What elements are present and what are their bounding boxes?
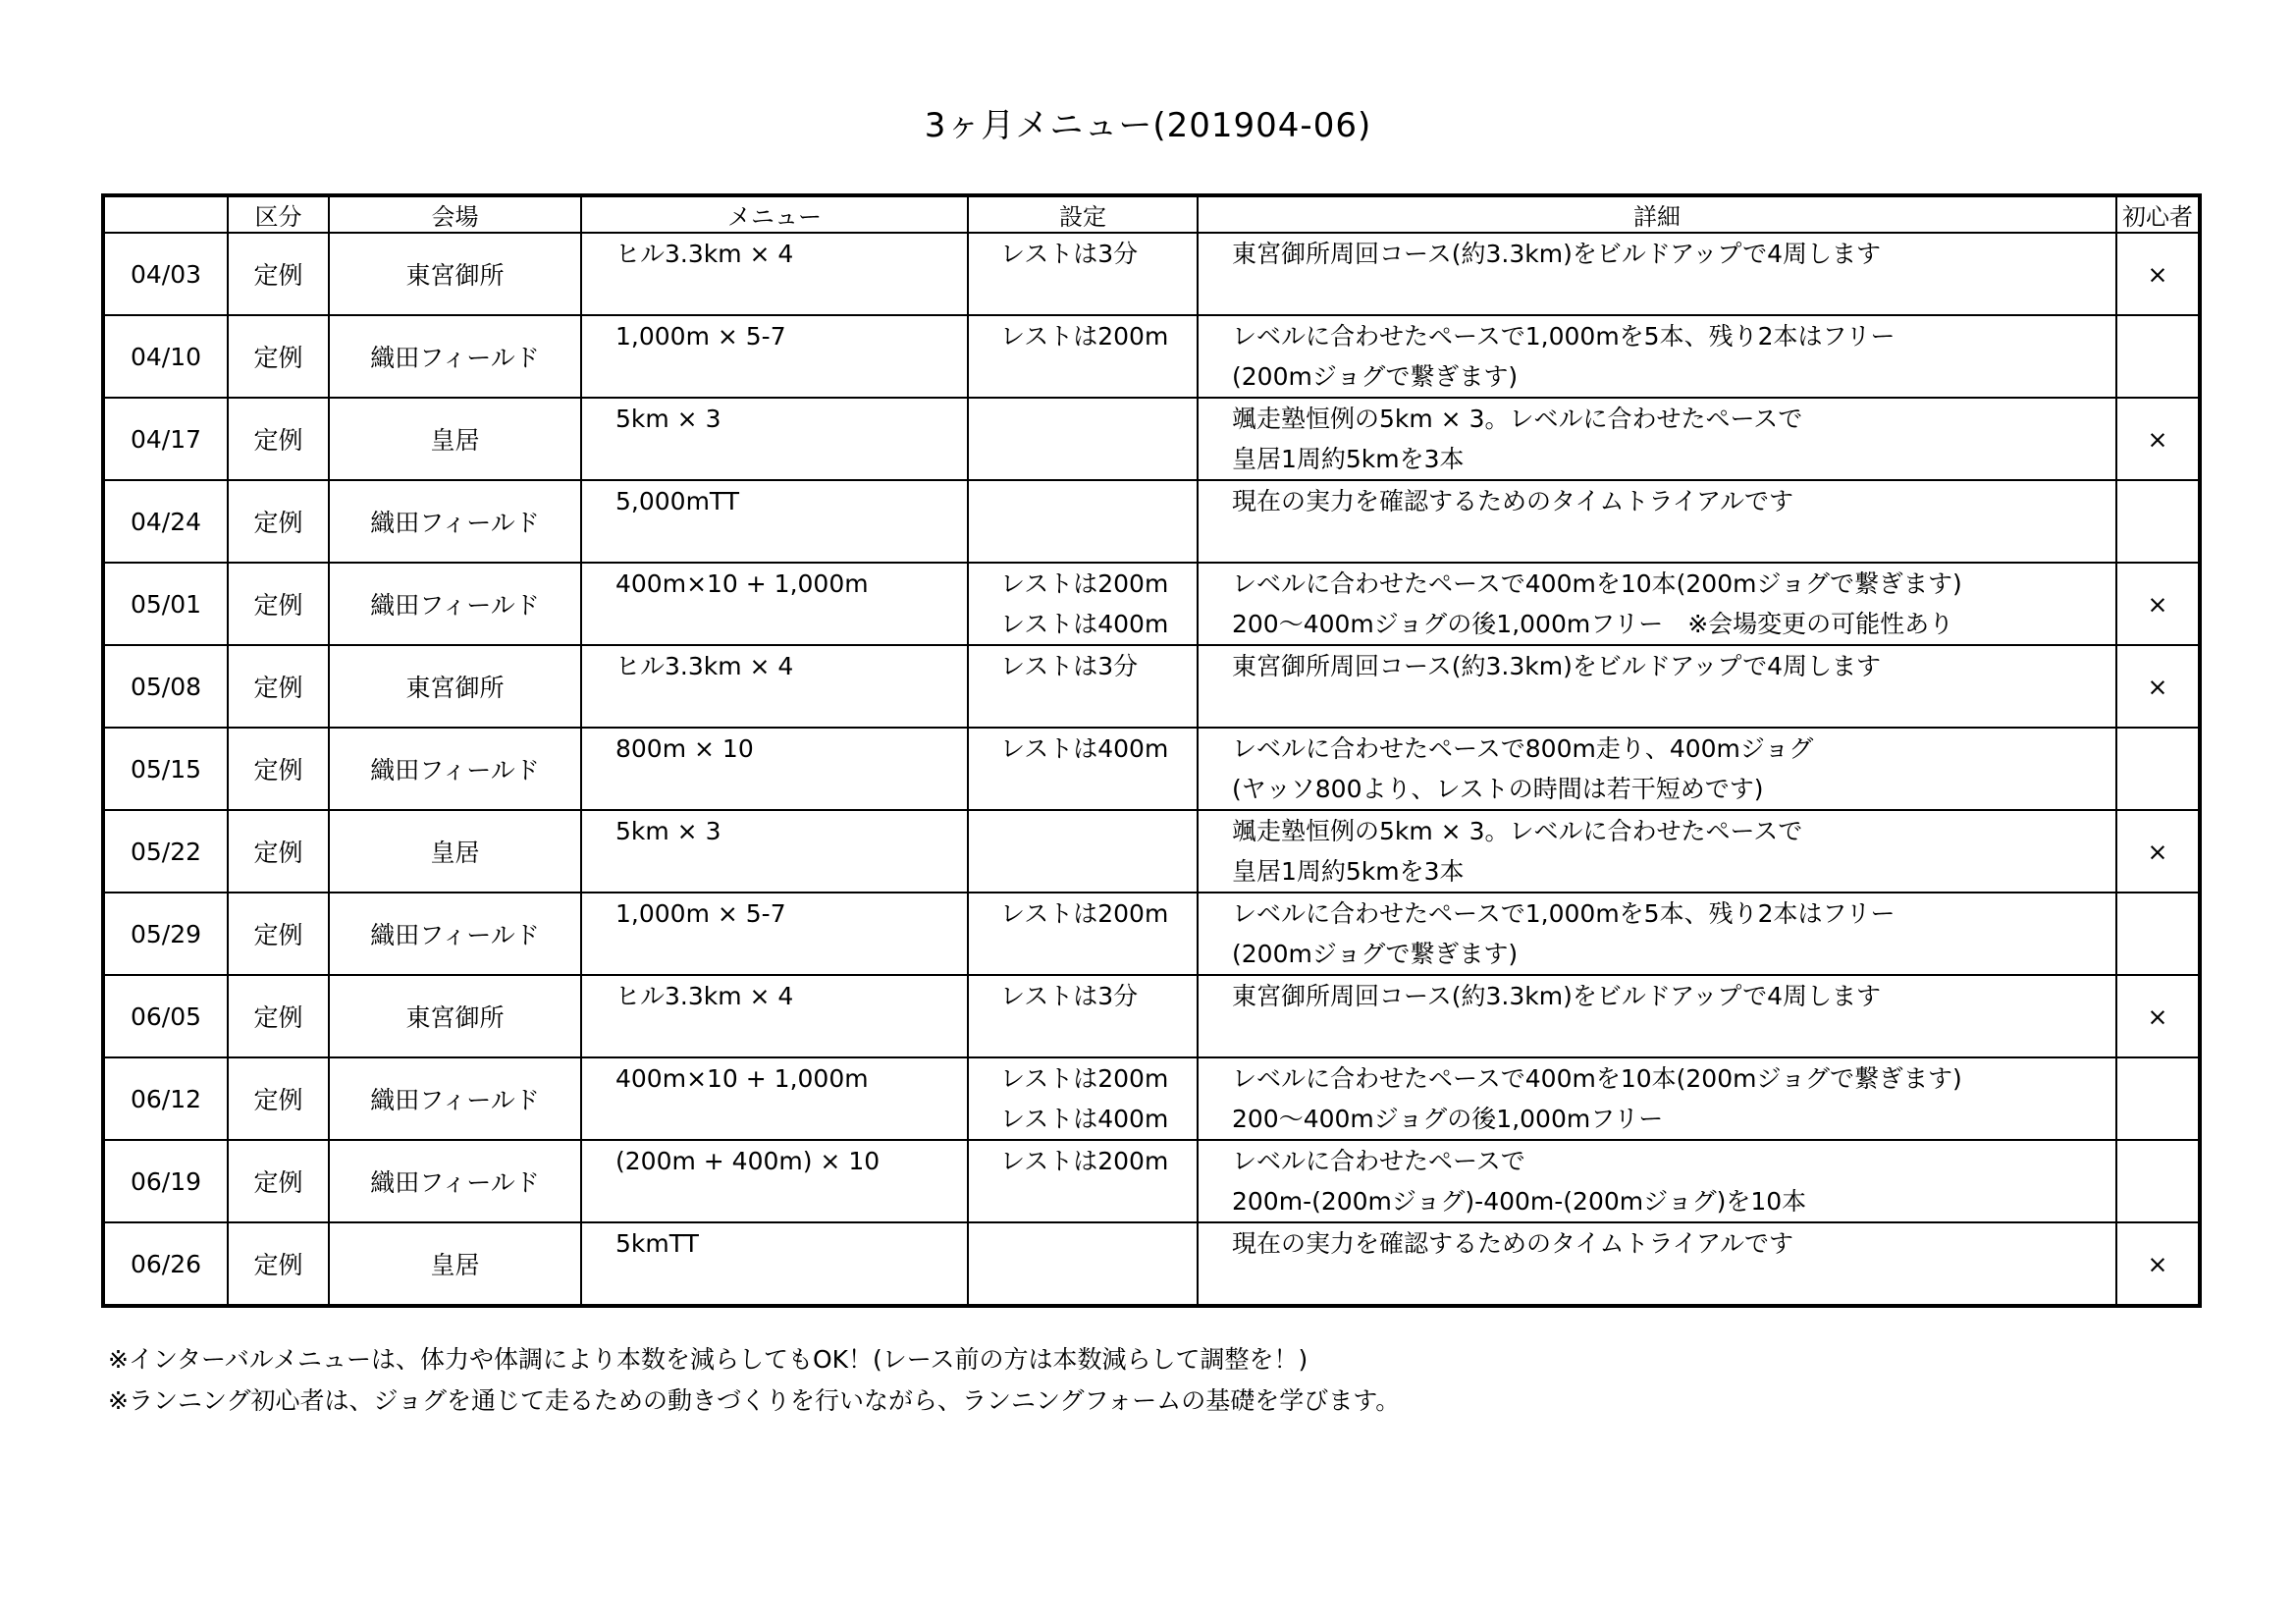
detail-line-1: レベルに合わせたペースで1,000mを5本、残り2本はフリー [1232, 899, 1896, 928]
setting-cell [968, 398, 1198, 480]
setting-line-1: レストは200m [1000, 899, 1169, 928]
setting-cell [968, 975, 1198, 1057]
menu-line: ヒル3.3km × 4 [615, 982, 794, 1010]
setting-cell [968, 563, 1198, 645]
setting-line-1 [1000, 481, 1197, 521]
detail-line-1: 東宮御所周回コース(約3.3km)をビルドアップで4周します [1232, 240, 1882, 268]
detail-line-2: (200mジョグで繋ぎます) [1232, 940, 1519, 968]
date-cell: 06/26 [103, 1222, 228, 1306]
setting-line-1: レストは3分 [1000, 652, 1139, 680]
venue-cell: 東宮御所 [329, 975, 581, 1057]
schedule-table [101, 193, 2202, 1308]
venue-cell: 織田フィールド [329, 480, 581, 563]
setting-line-2 [1000, 851, 1197, 892]
beginner-mark: × [2116, 1222, 2200, 1306]
detail-cell [1198, 1057, 2116, 1140]
table-row [103, 1057, 2200, 1140]
setting-cell [968, 233, 1198, 315]
detail-line-2: 200〜400mジョグの後1,000mフリー [1232, 1105, 1664, 1133]
header-detail: 詳細 [1198, 195, 2116, 233]
detail-cell [1198, 810, 2116, 893]
menu-line: ヒル3.3km × 4 [615, 652, 794, 680]
detail-line-1: 東宮御所周回コース(約3.3km)をビルドアップで4周します [1232, 982, 1882, 1010]
menu-cell [581, 480, 968, 563]
menu-line: 800m × 10 [615, 734, 754, 763]
menu-line: 5kmTT [615, 1229, 699, 1258]
table-row [103, 645, 2200, 728]
setting-line-1 [1000, 399, 1197, 439]
type-cell: 定例 [228, 315, 329, 398]
detail-cell [1198, 728, 2116, 810]
menu-cell [581, 233, 968, 315]
menu-cell [581, 1140, 968, 1222]
detail-cell [1198, 1222, 2116, 1306]
beginner-mark [2116, 480, 2200, 563]
venue-cell: 織田フィールド [329, 315, 581, 398]
menu-line: 400m×10 + 1,000m [615, 569, 869, 598]
venue-cell: 織田フィールド [329, 893, 581, 975]
setting-cell [968, 728, 1198, 810]
beginner-mark: × [2116, 233, 2200, 315]
table-row [103, 563, 2200, 645]
menu-cell [581, 315, 968, 398]
page-title: 3ヶ月メニュー(201904-06) [924, 106, 1372, 145]
detail-line-1: 現在の実力を確認するためのタイムトライアルです [1232, 1229, 1794, 1258]
header-setting: 設定 [968, 195, 1198, 233]
setting-line-2 [1000, 274, 1197, 314]
detail-line-2: (200mジョグで繋ぎます) [1232, 362, 1519, 391]
detail-line-2: 皇居1周約5kmを3本 [1232, 445, 1465, 473]
header-row [103, 195, 2200, 233]
setting-line-2 [1000, 356, 1197, 397]
detail-line-1: 颯走塾恒例の5km × 3。レベルに合わせたペースで [1232, 405, 1803, 433]
detail-line-1: 現在の実力を確認するためのタイムトライアルです [1232, 487, 1794, 515]
setting-line-2 [1000, 1181, 1197, 1221]
table-row [103, 1140, 2200, 1222]
menu-line: 400m×10 + 1,000m [615, 1064, 869, 1093]
menu-cell [581, 645, 968, 728]
header-beginner: 初心者 [2116, 195, 2200, 233]
date-cell: 05/29 [103, 893, 228, 975]
note-interval: ※インターバルメニューは、体力や体調により本数を減らしてもOK！(レース前の方は本数減らして調整を！) [108, 1345, 1308, 1374]
menu-cell [581, 1222, 968, 1306]
header-menu: メニュー [581, 195, 968, 233]
type-cell: 定例 [228, 893, 329, 975]
detail-line-2 [1232, 521, 2115, 562]
note-beginner: ※ランニング初心者は、ジョグを通じて走るための動きづくりを行いながら、ランニングフォームの基礎を学びます。 [108, 1386, 1401, 1415]
type-cell: 定例 [228, 975, 329, 1057]
detail-line-1: 颯走塾恒例の5km × 3。レベルに合わせたペースで [1232, 817, 1803, 845]
type-cell: 定例 [228, 1057, 329, 1140]
type-cell: 定例 [228, 563, 329, 645]
table-row [103, 398, 2200, 480]
setting-line-1: レストは200m [1000, 569, 1169, 598]
beginner-mark [2116, 893, 2200, 975]
venue-cell: 織田フィールド [329, 728, 581, 810]
type-cell: 定例 [228, 1222, 329, 1306]
date-cell: 04/10 [103, 315, 228, 398]
venue-cell: 東宮御所 [329, 233, 581, 315]
type-cell: 定例 [228, 398, 329, 480]
detail-cell [1198, 893, 2116, 975]
menu-line: 5km × 3 [615, 405, 721, 433]
type-cell: 定例 [228, 233, 329, 315]
header-venue: 会場 [329, 195, 581, 233]
detail-line-1: レベルに合わせたペースで400mを10本(200mジョグで繋ぎます) [1232, 1064, 1962, 1093]
setting-line-2 [1000, 934, 1197, 974]
setting-line-2 [1000, 686, 1197, 727]
detail-line-2: 200〜400mジョグの後1,000mフリー ※会場変更の可能性あり [1232, 610, 1954, 638]
setting-line-1: レストは400m [1000, 734, 1169, 763]
table-row [103, 315, 2200, 398]
menu-cell [581, 893, 968, 975]
setting-line-2 [1000, 1264, 1197, 1304]
table-row [103, 810, 2200, 893]
setting-cell [968, 1222, 1198, 1306]
table-row [103, 728, 2200, 810]
setting-line-1 [1000, 1223, 1197, 1264]
venue-cell: 織田フィールド [329, 1057, 581, 1140]
setting-cell [968, 315, 1198, 398]
setting-cell [968, 810, 1198, 893]
beginner-mark: × [2116, 398, 2200, 480]
date-cell: 05/08 [103, 645, 228, 728]
detail-line-1: レベルに合わせたペースで800m走り、400mジョグ [1232, 734, 1814, 763]
table-row [103, 893, 2200, 975]
menu-line: 1,000m × 5-7 [615, 322, 786, 351]
date-cell: 06/19 [103, 1140, 228, 1222]
beginner-mark [2116, 728, 2200, 810]
venue-cell: 皇居 [329, 810, 581, 893]
type-cell: 定例 [228, 480, 329, 563]
setting-line-1: レストは3分 [1000, 240, 1139, 268]
date-cell: 06/12 [103, 1057, 228, 1140]
venue-cell: 皇居 [329, 398, 581, 480]
type-cell: 定例 [228, 645, 329, 728]
beginner-mark [2116, 1140, 2200, 1222]
detail-cell [1198, 233, 2116, 315]
setting-line-2 [1000, 1016, 1197, 1056]
menu-line: ヒル3.3km × 4 [615, 240, 794, 268]
detail-line-2 [1232, 1264, 2115, 1304]
venue-cell: 東宮御所 [329, 645, 581, 728]
setting-line-1: レストは3分 [1000, 982, 1139, 1010]
detail-cell [1198, 398, 2116, 480]
detail-cell [1198, 315, 2116, 398]
setting-line-1: レストは200m [1000, 1064, 1169, 1093]
detail-cell [1198, 1140, 2116, 1222]
beginner-mark [2116, 315, 2200, 398]
menu-line: 1,000m × 5-7 [615, 899, 786, 928]
setting-line-2 [1000, 521, 1197, 562]
beginner-mark [2116, 1057, 2200, 1140]
menu-cell [581, 975, 968, 1057]
setting-cell [968, 893, 1198, 975]
header-date [103, 195, 228, 233]
menu-cell [581, 398, 968, 480]
setting-line-2: レストは400m [1000, 1105, 1169, 1133]
setting-line-1 [1000, 811, 1197, 851]
detail-line-2 [1232, 1016, 2115, 1056]
detail-line-1: レベルに合わせたペースで [1232, 1147, 1525, 1175]
menu-cell [581, 1057, 968, 1140]
setting-cell [968, 1057, 1198, 1140]
menu-line: 5,000mTT [615, 487, 740, 515]
table-row [103, 1222, 2200, 1306]
date-cell: 05/01 [103, 563, 228, 645]
detail-line-2: (ヤッソ800より、レストの時間は若干短めです) [1232, 775, 1764, 803]
setting-cell [968, 480, 1198, 563]
detail-line-2 [1232, 274, 2115, 314]
beginner-mark: × [2116, 563, 2200, 645]
beginner-mark: × [2116, 810, 2200, 893]
table-row [103, 480, 2200, 563]
setting-cell [968, 1140, 1198, 1222]
setting-line-2 [1000, 439, 1197, 479]
detail-line-2: 200m-(200mジョグ)-400m-(200mジョグ)を10本 [1232, 1187, 1807, 1216]
type-cell: 定例 [228, 728, 329, 810]
venue-cell: 織田フィールド [329, 563, 581, 645]
detail-line-1: レベルに合わせたペースで400mを10本(200mジョグで繋ぎます) [1232, 569, 1962, 598]
table-row [103, 233, 2200, 315]
beginner-mark: × [2116, 645, 2200, 728]
type-cell: 定例 [228, 1140, 329, 1222]
detail-line-1: 東宮御所周回コース(約3.3km)をビルドアップで4周します [1232, 652, 1882, 680]
detail-cell [1198, 645, 2116, 728]
type-cell: 定例 [228, 810, 329, 893]
notes [108, 1339, 1400, 1422]
header-type: 区分 [228, 195, 329, 233]
detail-line-1: レベルに合わせたペースで1,000mを5本、残り2本はフリー [1232, 322, 1896, 351]
menu-cell [581, 563, 968, 645]
date-cell: 06/05 [103, 975, 228, 1057]
menu-line: (200m + 400m) × 10 [615, 1147, 881, 1175]
venue-cell: 織田フィールド [329, 1140, 581, 1222]
setting-cell [968, 645, 1198, 728]
menu-cell [581, 810, 968, 893]
table-row [103, 975, 2200, 1057]
menu-cell [581, 728, 968, 810]
date-cell: 05/22 [103, 810, 228, 893]
detail-line-2 [1232, 686, 2115, 727]
detail-line-2: 皇居1周約5kmを3本 [1232, 857, 1465, 886]
detail-cell [1198, 563, 2116, 645]
date-cell: 04/24 [103, 480, 228, 563]
date-cell: 04/03 [103, 233, 228, 315]
beginner-mark: × [2116, 975, 2200, 1057]
date-cell: 04/17 [103, 398, 228, 480]
setting-line-1: レストは200m [1000, 1147, 1169, 1175]
setting-line-1: レストは200m [1000, 322, 1169, 351]
menu-line: 5km × 3 [615, 817, 721, 845]
setting-line-2: レストは400m [1000, 610, 1169, 638]
detail-cell [1198, 480, 2116, 563]
date-cell: 05/15 [103, 728, 228, 810]
venue-cell: 皇居 [329, 1222, 581, 1306]
setting-line-2 [1000, 769, 1197, 809]
detail-cell [1198, 975, 2116, 1057]
